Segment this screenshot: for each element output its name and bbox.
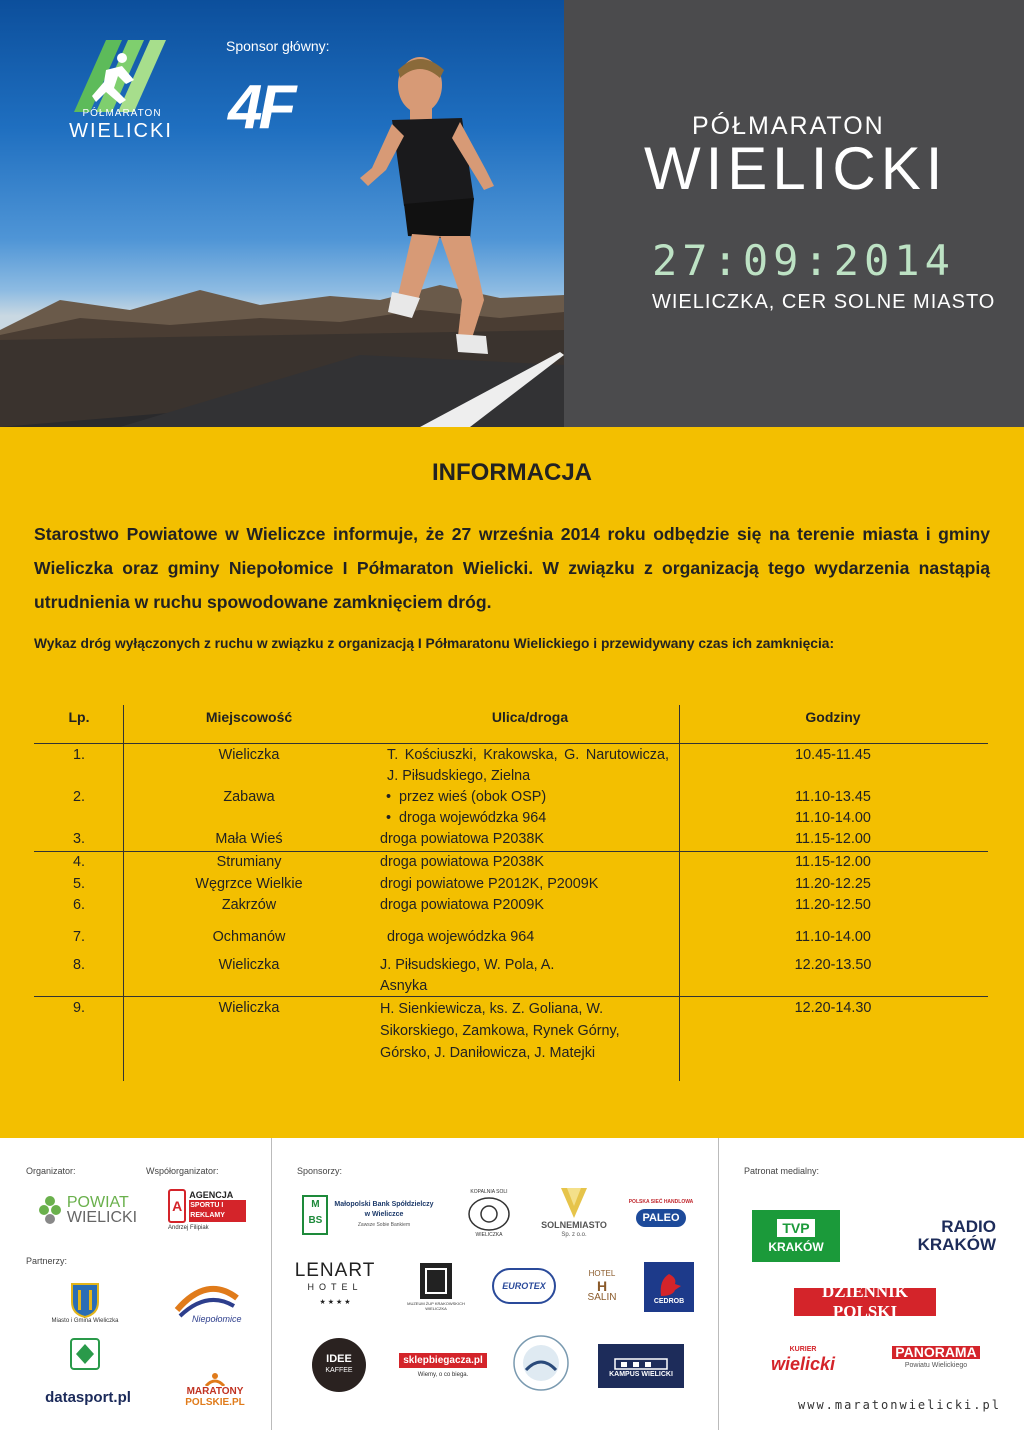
row-road: droga wojewódzka 964 <box>387 929 535 945</box>
event-date: 27:09:2014 <box>652 236 955 285</box>
intro-paragraph: Starostwo Powiatowe w Wieliczce informuje, że 27 września 2014 roku odbędzie się na terenie miasta i gminy Wieliczka oraz gminy Niepołomice I Półmaraton Wielicki. W związku z organizacją tego wydarzenia nastąpią utrudnienia w ruchu spowodowane zamknięciem dróg. <box>34 524 990 612</box>
flower-icon <box>38 1195 62 1225</box>
row-nr: 1. <box>72 747 85 763</box>
rooster-icon <box>655 1270 683 1298</box>
row-place: Wieliczka <box>218 747 280 763</box>
row-road: J. Piłsudskiego, W. Pola, A. Asnyka <box>380 957 555 994</box>
header-hours: Godziny <box>805 709 861 725</box>
muzeum-crest-icon <box>418 1261 454 1301</box>
row-road: T. Kościuszki, Krakowska, G. Narutowicza, J. Piłsudskiego, Zielna <box>387 747 669 784</box>
gmina-wieliczka-logo: Miasto i Gmina Wieliczka <box>40 1278 130 1328</box>
partner-emblem-icon <box>70 1338 100 1370</box>
kurier-wielicki-logo: KURIER wielicki <box>770 1346 836 1374</box>
row-hours: 11.20-12.50 <box>795 897 871 913</box>
row-road: H. Sienkiewicza, ks. Z. Goliana, W. Sikorskiego, Zamkowa, Rynek Górny, Górsko, J. Daniłowicza, J. Matejki <box>380 1001 620 1061</box>
coorganizer-label: Współorganizator: <box>146 1166 219 1176</box>
row-road: droga wojewódzka 964 <box>399 810 547 826</box>
row-hours: 11.20-12.25 <box>795 876 871 892</box>
mbs-icon: M BS <box>302 1195 328 1235</box>
4f-logo: 4F <box>228 73 293 142</box>
header-place: Miejscowość <box>205 709 293 725</box>
event-panel <box>564 0 1024 427</box>
closures-table <box>34 703 988 1083</box>
media-label: Patronat medialny: <box>744 1166 820 1176</box>
round-seal-logo <box>512 1334 570 1392</box>
footer-divider <box>271 1138 272 1430</box>
sponsors-label: Sponsorzy: <box>297 1166 343 1176</box>
event-subtitle: PÓŁMARATON <box>692 112 885 140</box>
row-hours: 11.15-12.00 <box>795 854 871 870</box>
info-section <box>0 427 1024 1138</box>
sklepbiegacza-logo: sklepbiegacza.pl Wiemy, o co biega. <box>398 1342 488 1388</box>
idee-kaffee-logo: IDEE KAFFEE <box>312 1338 366 1392</box>
coat-of-arms-icon <box>70 1282 100 1318</box>
row-nr: 6. <box>72 897 85 913</box>
niepolomice-icon <box>172 1280 242 1324</box>
row-place: Mała Wieś <box>215 831 283 847</box>
row-nr: 5. <box>72 876 85 892</box>
maratony-polskie-logo: MARATONY POLSKIE.PL <box>180 1368 250 1412</box>
row-place: Wieliczka <box>218 1000 280 1016</box>
panorama-logo: PANORAMA Powiatu Wielickiego <box>886 1344 986 1374</box>
row-place: Strumiany <box>216 854 282 870</box>
partners-label: Partnerzy: <box>26 1256 68 1266</box>
datasport-logo: datasport.pl <box>45 1388 131 1406</box>
kopalnia-soli-logo: KOPALNIA SOLI WIELICZKA <box>456 1188 522 1240</box>
muzeum-zup-logo: MUZEUM ŻUP KRAKOWSKICH WIELICZKA <box>396 1260 476 1312</box>
kampus-building-icon <box>613 1355 669 1371</box>
hotel-salin-logo: HOTEL H SALIN <box>587 1269 617 1303</box>
organizer-label: Organizator: <box>26 1166 76 1176</box>
dziennik-polski-logo: DZIENNIK POLSKI <box>794 1288 936 1316</box>
row-place: Wieliczka <box>218 957 280 973</box>
svg-text:Niepołomice: Niepołomice <box>192 1314 242 1324</box>
list-header: Wykaz dróg wyłączonych z ruchu w związku z organizacją I Półmaratonu Wielickiego i przewidywany czas ich zamknięcia: <box>34 636 835 651</box>
kopalnia-crest-icon <box>467 1197 511 1231</box>
row-hours: 10.45-11.45 <box>795 747 871 763</box>
row-place: Ochmanów <box>212 929 286 945</box>
row-hours: 11.10-14.00 <box>795 929 871 945</box>
event-title: WIELICKI <box>644 135 948 202</box>
tvp-krakow-logo: TVP KRAKÓW <box>752 1210 840 1262</box>
row-road: drogi powiatowe P2012K, P2009K <box>380 876 599 892</box>
event-place: WIELICZKA, CER SOLNE MIASTO <box>652 291 996 313</box>
seal-icon <box>512 1334 570 1392</box>
lenart-hotel-logo: LENART HOTEL ★ ★ ★ ★ <box>294 1260 376 1306</box>
kampus-wielicki-logo: KAMPUS WIELICKI <box>598 1344 684 1388</box>
radio-krakow-logo: RADIO KRAKÓW <box>917 1217 996 1254</box>
row-hours: 12.20-13.50 <box>794 957 872 973</box>
logo-big-text: WIELICKI <box>69 120 173 142</box>
row-road-bullet: • przez wieś (obok OSP) <box>386 789 547 805</box>
agencja-logo: A AGENCJA SPORTU I REKLAMY Andrzej Filipiak <box>168 1186 246 1234</box>
solne-miasto-logo: SOLNEMIASTO Sp. z o.o. <box>538 1184 610 1242</box>
header-road: Ulica/droga <box>491 709 569 725</box>
row-road: droga powiatowa P2009K <box>380 897 545 913</box>
cedrob-logo: CEDROB <box>644 1262 694 1312</box>
paleo-logo: POLSKA SIEĆ HANDLOWA PALEO <box>624 1188 698 1236</box>
row-hours: 12.20-14.30 <box>794 1000 872 1016</box>
website-url: www.maratonwielicki.pl <box>798 1398 1001 1412</box>
header-lp: Lp. <box>68 709 90 725</box>
polmaraton-logo-icon <box>66 40 168 112</box>
main-sponsor-label: Sponsor główny: <box>226 38 330 54</box>
row-hours: 11.10-14.00 <box>795 810 871 826</box>
row-place: Zakrzów <box>221 897 277 913</box>
row-road: droga powiatowa P2038K <box>380 831 545 847</box>
row-hours: 11.10-13.45 <box>795 789 871 805</box>
niepolomice-logo <box>168 1278 246 1326</box>
row-place: Węgrzce Wielkie <box>195 876 303 892</box>
row-nr: 2. <box>72 789 85 805</box>
row-nr: 8. <box>72 957 85 973</box>
logo-small-text: PÓŁMARATON <box>82 108 162 119</box>
row-place: Zabawa <box>223 789 275 805</box>
salt-crystal-icon <box>557 1186 591 1220</box>
row-nr: 4. <box>72 854 85 870</box>
row-road: przez wieś (obok OSP) <box>399 789 547 805</box>
bank-spoldzielczy-logo: M BS Małopolski Bank Spółdzielczy w Wieliczce Zawsze Sobie Bankiem <box>300 1194 436 1236</box>
row-nr: 3. <box>72 831 85 847</box>
sponsors-footer <box>0 1138 1024 1440</box>
runner-icon <box>200 1372 230 1386</box>
powiat-wielicki-logo: POWIAT WIELICKI <box>30 1190 145 1230</box>
eurotex-logo: EUROTEX <box>492 1268 556 1304</box>
row-nr: 9. <box>72 1000 85 1016</box>
row-nr: 7. <box>72 929 85 945</box>
row-road: droga powiatowa P2038K <box>380 854 545 870</box>
row-hours: 11.15-12.00 <box>795 831 871 847</box>
row-road-bullet: • droga wojewódzka 964 <box>386 810 547 826</box>
info-title: INFORMACJA <box>432 459 592 486</box>
footer-divider <box>718 1138 719 1430</box>
agencja-a-icon: A <box>168 1189 186 1223</box>
